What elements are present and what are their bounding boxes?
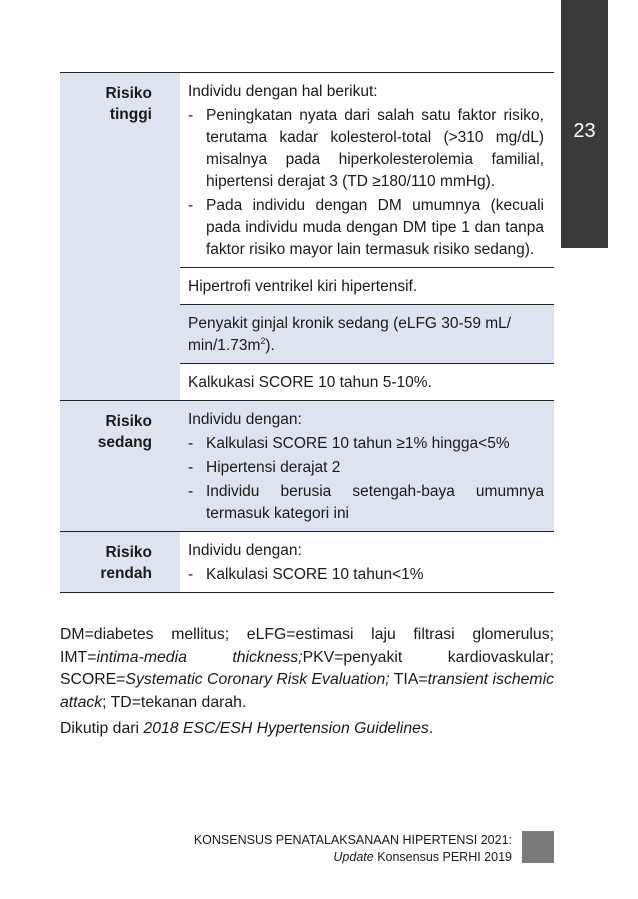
- description-cell: [180, 73, 554, 268]
- footnote-italic: intima-media thickness;: [96, 648, 303, 666]
- bullet-dash: -: [188, 107, 194, 124]
- category-label: Risiko: [105, 544, 152, 561]
- footnote-text: .: [428, 720, 434, 737]
- table-row: [60, 401, 554, 532]
- list-item-text: Pada individu dengan DM umumnya (kecuali pada individu muda dengan DM tipe 1 dan tanpa faktor risiko mayor lain termasuk risiko sedang).: [206, 197, 544, 258]
- footnote-text: TIA=: [389, 671, 428, 688]
- list-item: [188, 195, 544, 261]
- list-item-text: Kalkulasi SCORE 10 tahun ≥1% hingga<5%: [206, 435, 510, 452]
- description-cell: [180, 401, 554, 532]
- list-item: [188, 105, 544, 193]
- bullet-dash: -: [188, 566, 194, 583]
- row-text: ).: [265, 337, 275, 354]
- page-number: 23: [573, 119, 596, 142]
- footnote-italic: 2018 ESC/ESH Hypertension Guidelines: [143, 720, 429, 737]
- category-label: Risiko: [105, 413, 152, 430]
- list-item: [188, 457, 544, 479]
- intro-text: Individu dengan:: [188, 542, 302, 559]
- list-item-text: Hipertensi derajat 2: [206, 459, 341, 476]
- intro-text: Individu dengan hal berikut:: [188, 83, 378, 100]
- bullet-dash: -: [188, 459, 194, 476]
- footer-decor-box: [522, 831, 554, 863]
- row-text: Penyakit ginjal kronik sedang (eLFG 30-59 mL/: [188, 315, 512, 332]
- superscript: 2: [260, 335, 266, 346]
- citation-text: [60, 718, 554, 741]
- footnote-italic: Systematic Coronary Risk Evaluation;: [125, 671, 390, 688]
- footer-italic: Update: [333, 850, 374, 864]
- bullet-dash: -: [188, 483, 194, 500]
- list-item: [188, 481, 544, 525]
- list-item: [188, 564, 544, 586]
- bullet-dash: -: [188, 197, 194, 214]
- table-footnote: [60, 624, 554, 741]
- list-item: [188, 433, 544, 455]
- bullet-dash: -: [188, 435, 194, 452]
- category-label: rendah: [100, 565, 152, 582]
- table-row: [60, 73, 554, 268]
- page-footer: [194, 832, 512, 866]
- footer-subtitle: [194, 849, 512, 866]
- footer-text: Konsensus PERHI 2019: [373, 850, 512, 864]
- footnote-text: ; TD=tekanan darah.: [102, 693, 247, 711]
- table-row: [60, 532, 554, 593]
- list-item-text: Individu berusia setengah-baya umumnya termasuk kategori ini: [206, 483, 544, 522]
- abbreviations-text: [60, 624, 554, 714]
- intro-text: Individu dengan:: [188, 411, 302, 428]
- footnote-text: PKV=penyakit kardiovaskular; SCORE=: [60, 648, 554, 688]
- category-high-cell: [60, 73, 180, 401]
- category-label: tinggi: [109, 106, 152, 123]
- category-medium-cell: [60, 401, 180, 532]
- description-cell: [180, 305, 554, 364]
- row-text: min/1.73m: [188, 337, 261, 354]
- description-cell: Hipertrofi ventrikel kiri hipertensif.: [180, 268, 554, 305]
- category-label: Risiko: [105, 85, 152, 102]
- footnote-text: DM=diabetes mellitus; eLFG=estimasi laju filtrasi glomerulus; IMT=: [60, 626, 554, 666]
- description-cell: [180, 532, 554, 593]
- footnote-italic: transient ischemic attack: [60, 671, 554, 711]
- category-low-cell: [60, 532, 180, 593]
- risk-category-table: [60, 72, 554, 593]
- description-cell: Kalkukasi SCORE 10 tahun 5-10%.: [180, 364, 554, 401]
- footnote-text: Dikutip dari: [60, 720, 144, 737]
- list-item-text: Peningkatan nyata dari salah satu faktor risiko, terutama kadar kolesterol-total (>310 mg/dL) misalnya pada hiperkolesterolemia familial, hipertensi derajat 3 (TD ≥180/110 mmHg).: [206, 107, 544, 190]
- category-label: sedang: [97, 434, 152, 451]
- footer-title: KONSENSUS PENATALAKSANAAN HIPERTENSI 2021:: [193, 833, 512, 847]
- page-number-tab: [561, 0, 608, 248]
- list-item-text: Kalkulasi SCORE 10 tahun<1%: [206, 566, 424, 583]
